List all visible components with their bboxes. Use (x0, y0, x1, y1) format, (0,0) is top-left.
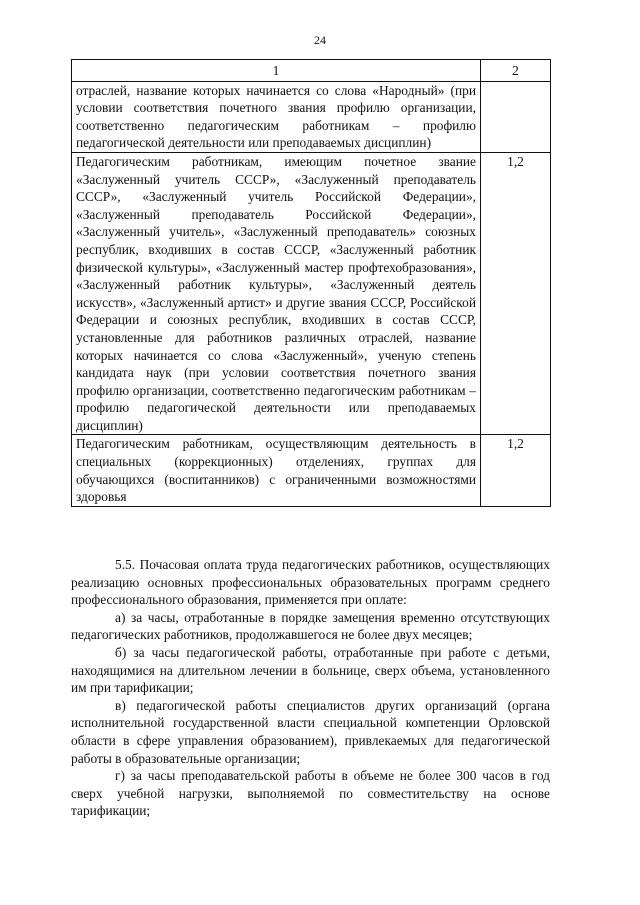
table-header-cell: 1 (72, 60, 481, 82)
coefficient-table (71, 59, 551, 507)
table-row (72, 152, 551, 435)
table-cell-coefficient: 1,2 (481, 152, 551, 435)
table-cell-coefficient: 1,2 (481, 435, 551, 506)
table-cell-text: Педагогическим работникам, имеющим почетное звание «Заслуженный учитель СССР», «Заслуженный преподаватель СССР», «Заслуженный учитель Российской Федерации», «Заслуженный преподаватель Российской Федерации», «Заслуженный учитель», «Заслуженный преподаватель» союзных республик, входивших в состав СССР, «Заслуженный работник физической культуры», «Заслуженный мастер профтехобразования», «Заслуженный работник культуры», «Заслуженный деятель искусств», «Заслуженный артист» и другие звания СССР, Российской Федерации и союзных республик, входивших в состав СССР, установленные для работников различных отраслей, название которых начинается со слова «Заслуженный», ученую степень кандидата наук (при условии соответствия почетного звания профилю организации, соответственно педагогическим работникам – профилю педагогической деятельности или преподаваемых дисциплин) (72, 152, 481, 435)
table-row (72, 435, 551, 506)
table-cell-text: отраслей, название которых начинается со слова «Народный» (при условии соответствия почетного звания профилю организации, соответственно педагогическим работникам – профилю педагогической деятельности или преподаваемых дисциплин) (72, 81, 481, 152)
table-header-cell: 2 (481, 60, 551, 82)
table-cell-coefficient (481, 81, 551, 152)
paragraph: 5.5. Почасовая оплата труда педагогических работников, осуществляющих реализацию основных профессиональных образовательных программ среднего профессионального образования, применяется при оплате: (71, 557, 550, 608)
table-header-row (72, 60, 551, 82)
paragraph: г) за часы преподавательской работы в объеме не более 300 часов в год сверх учебной нагрузки, выполняемой по совместительству на основе тарификации; (71, 768, 550, 819)
paragraph: в) педагогической работы специалистов других организаций (органа исполнительной государственной власти специальной компетенции Орловской области в сфере управления образованием), привлекаемых для педагогической работы в образовательные организации; (71, 697, 550, 766)
paragraph: а) за часы, отработанные в порядке замещения временно отсутствующих педагогических работников, продолжавшегося не более двух месяцев; (71, 609, 550, 643)
page-number: 24 (314, 33, 326, 47)
body-text (71, 556, 550, 820)
table-row (72, 81, 551, 152)
paragraph: б) за часы педагогической работы, отработанные при работе с детьми, находящимися на длительном лечении в больнице, сверх объема, установленного им при тарификации; (71, 644, 550, 696)
table-cell-text: Педагогическим работникам, осуществляющим деятельность в специальных (коррекционных) отделениях, группах для обучающихся (воспитанников) с ограниченными возможностями здоровья (72, 435, 481, 506)
